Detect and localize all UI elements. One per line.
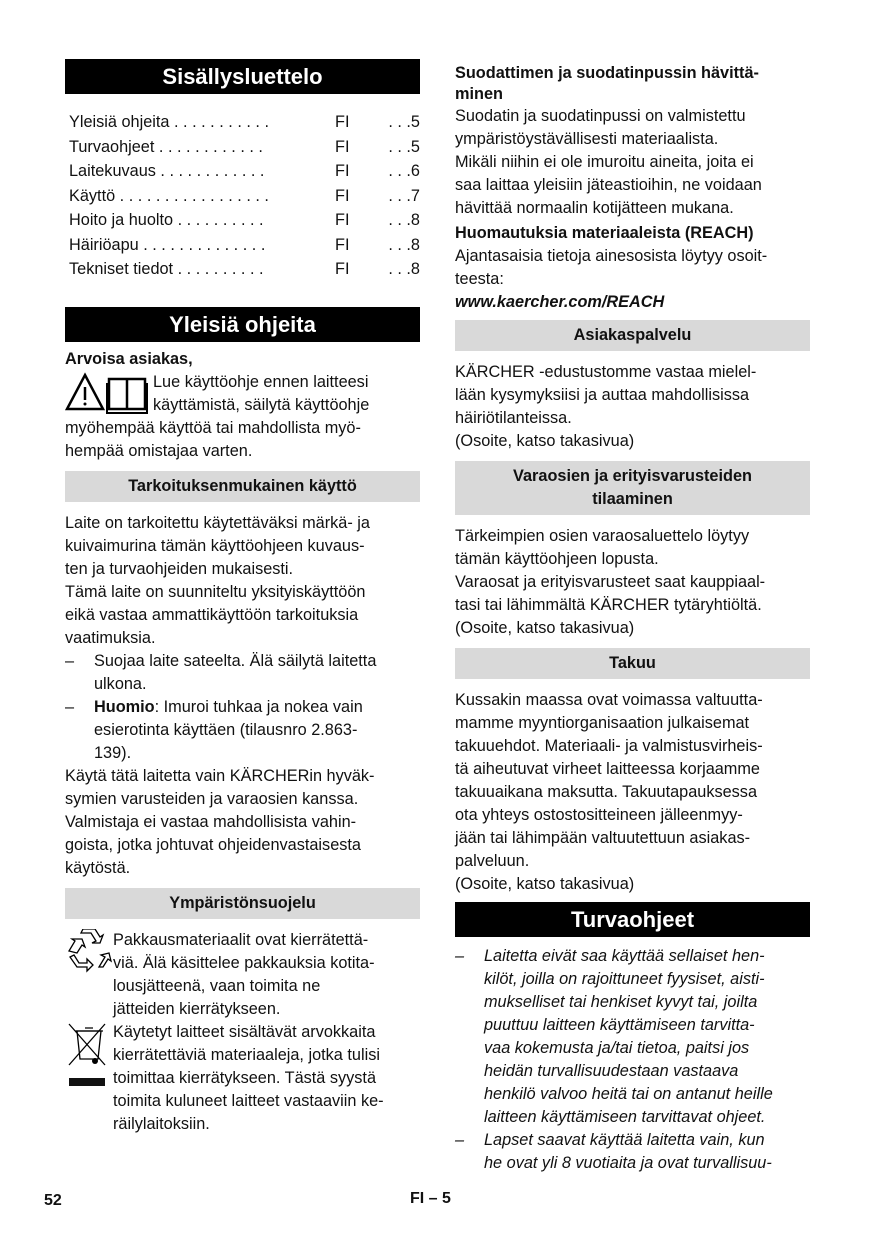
- toc-row[interactable]: [69, 159, 420, 184]
- toc-label: Yleisiä ohjeita . . . . . . . . . . .: [69, 113, 269, 131]
- warranty-text: Kussakin maassa ovat voimassa valtuutta- mamme myyntiorganisaation julkaisemat takuuehdot. Materiaali- ja valmistusvirheis- tä aiheutuvat virheet laitteessa korjaamme takuuaikana maksutta. Takuutapauksessa ota yhteys ostostositteineen jälleenmyy- jään tai lähimpään valtuutettuun asiakas- palveluun. (Osoite, katso takasivua): [455, 691, 763, 893]
- toc-row[interactable]: [69, 233, 420, 258]
- toc-label: Hoito ja huolto . . . . . . . . . .: [69, 211, 264, 229]
- disposal-title: Suodattimen ja suodatinpussin hävittä- minen: [455, 64, 759, 103]
- section-title-intended-use: Tarkoituksenmukainen käyttö: [65, 471, 420, 502]
- intro-text: Lue käyttöohje ennen laitteesi käyttämistä, säilytä käyttöohje: [153, 372, 370, 414]
- toc-page: . . .5: [388, 113, 420, 131]
- toc-page: . . .5: [388, 137, 420, 156]
- toc-lang: FI: [335, 162, 350, 180]
- packaging-text: Pakkausmateriaalit ovat kierrätettä- viä. Älä käsittelee pakkauksia kotita- lousjätteenä, vaan toimita ne jätteiden kierrätykseen.: [113, 930, 375, 1018]
- toc-row[interactable]: [69, 184, 420, 209]
- warning-manual-icon: [65, 371, 153, 417]
- weee-bin-icon: [65, 1021, 113, 1091]
- toc-label: Tekniset tiedot . . . . . . . . . .: [69, 260, 264, 278]
- service-text: KÄRCHER -edustustomme vastaa mielel- lään kysymyksiisi ja auttaa mahdollisissa häiriötilanteissa. (Osoite, katso takasivua): [455, 363, 757, 450]
- toc-lang: FI: [335, 211, 350, 229]
- disposal-text: Suodatin ja suodatinpussi on valmistettu ympäristöystävällisesti materiaalista. Mikäli niihin ei ole imuroitu aineita, joita ei saa laittaa yleisiin jäteastioihin, ne voidaan hävittää normaalin kotijätteen mukana.: [455, 107, 762, 217]
- page-number: 52: [44, 1192, 62, 1209]
- table-of-contents: [69, 110, 420, 282]
- intended-use-text-2: Käytä tätä laitetta vain KÄRCHERin hyväk- symien varusteiden ja varaosien kanssa. Valmistaja ei vastaa mahdollisista vahin- goista, jotka johtuvat ohjeidenvastaisesta käytöstä.: [65, 766, 375, 877]
- section-title-service: Asiakaspalvelu: [455, 320, 810, 351]
- section-title-safety: Turvaohjeet: [455, 902, 810, 937]
- reach-link[interactable]: www.kaercher.com/REACH: [455, 293, 665, 311]
- reach-text: Ajantasaisia tietoja ainesosista löytyy osoit- teesta:: [455, 247, 768, 288]
- left-column: [65, 59, 420, 1136]
- greeting: Arvoisa asiakas,: [65, 349, 193, 368]
- parts-text: Tärkeimpien osien varaosaluettelo löytyy tämän käyttöohjeen lopusta. Varaosat ja erityisvarusteet saat kauppiaal- tasi tai lähimmältä KÄRCHER tytäryhtiöltä. (Osoite, katso takasivua): [455, 527, 766, 637]
- list-item: – Lapset saavat käyttää laitetta vain, kun he ovat yli 8 vuotiaita ja ovat turvallisuu-: [455, 1131, 772, 1172]
- toc-page: . . .8: [388, 235, 420, 254]
- toc-row[interactable]: [69, 110, 420, 135]
- toc-page: . . .8: [388, 211, 420, 229]
- toc-lang: FI: [335, 235, 350, 254]
- list-item: – Huomio: Imuroi tuhkaa ja nokea vain esierotinta käyttäen (tilausnro 2.863- 139).: [65, 697, 363, 762]
- list-item: – Laitetta eivät saa käyttää sellaiset hen- kilöt, joilla on rajoittuneet fyysiset, aisti- mukselliset tai henkiset kyvyt tai, joilta puuttuu laitteen käyttämiseen tarvitta- vaa kokemusta ja/tai tietoa, paitsi jos heidän turvallisuudestaan vastaava henkilö valvoo heitä tai on antanut heille laitteen käyttämiseen tarvittavat ohjeet.: [455, 947, 773, 1126]
- list-item: – Suojaa laite sateelta. Älä säilytä laitetta ulkona.: [65, 651, 377, 693]
- toc-label: Käyttö . . . . . . . . . . . . . . . . .: [69, 186, 269, 205]
- recycling-icon: [65, 929, 113, 973]
- toc-lang: FI: [335, 137, 350, 156]
- section-title-warranty: Takuu: [455, 648, 810, 679]
- toc-row[interactable]: [69, 135, 420, 160]
- toc-label: Turvaohjeet . . . . . . . . . . . .: [69, 137, 263, 156]
- toc-page: . . .8: [388, 260, 420, 278]
- right-column: [455, 63, 810, 1175]
- intro-text-cont: myöhempää käyttöä tai mahdollista myö- hempää omistajaa varten.: [65, 418, 361, 460]
- toc-page: . . .7: [388, 186, 420, 205]
- intended-use-text: Laite on tarkoitettu käytettäväksi märkä- ja kuivaimurina tämän käyttöohjeen kuvaus- ten ja turvaohjeiden mukaisesti. Tämä laite on suunniteltu yksityiskäyttöön eikä vastaa ammattikäyttöön tarkoituksia vaatimuksia.: [65, 513, 370, 647]
- toc-row[interactable]: [69, 257, 420, 282]
- old-device-text: Käytetyt laitteet sisältävät arvokkaita kierrätettäviä materiaaleja, jotka tulisi toimittaa kierrätykseen. Tästä syystä toimita kuluneet laitteet vastaaviin ke- räilylaitoksiin.: [113, 1022, 384, 1133]
- section-title-parts: Varaosien ja erityisvarusteiden tilaaminen: [455, 461, 810, 515]
- reach-title: Huomautuksia materiaaleista (REACH): [455, 224, 754, 242]
- toc-lang: FI: [335, 260, 350, 278]
- toc-label: Häiriöapu . . . . . . . . . . . . . .: [69, 235, 266, 254]
- section-title-general: Yleisiä ohjeita: [65, 307, 420, 342]
- toc-lang: FI: [335, 186, 350, 205]
- toc-lang: FI: [335, 113, 350, 131]
- section-title-environment: Ympäristönsuojelu: [65, 888, 420, 919]
- footer-language: FI – 5: [410, 1190, 451, 1207]
- toc-title: Sisällysluettelo: [65, 59, 420, 94]
- toc-page: . . .6: [388, 162, 420, 180]
- toc-label: Laitekuvaus . . . . . . . . . . . .: [69, 162, 265, 180]
- toc-row[interactable]: [69, 208, 420, 233]
